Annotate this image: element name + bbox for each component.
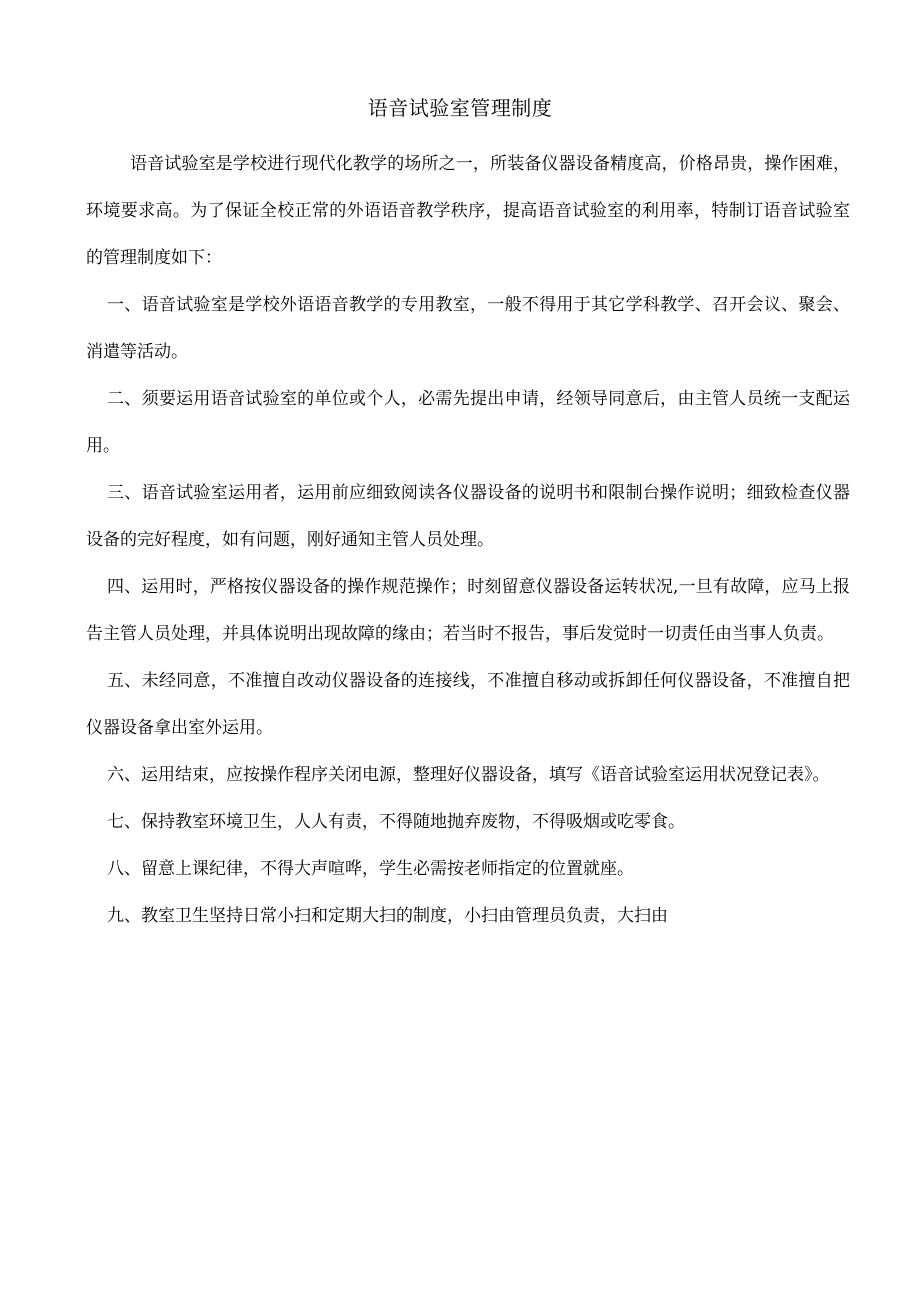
document-title: 语音试验室管理制度: [367, 96, 553, 120]
rule-paragraph-8: 八、留意上课纪律，不得大声喧哗，学生必需按老师指定的位置就座。: [107, 859, 634, 879]
rule-paragraph-1: 一、语音试验室是学校外语语音教学的专用教室，一般不得用于其它学科教学、召开会议、聚会、消遣等活动。: [86, 295, 850, 362]
rule-paragraph-4: 四、运用时，严格按仪器设备的操作规范操作；时刻留意仪器设备运转状况,一旦有故障，应马上报告主管人员处理，并具体说明出现故障的缘由；若当时不报告，事后发觉时一切责任由当事人负责。: [86, 577, 850, 644]
rule-paragraph-7: 七、保持教室环境卫生，人人有责，不得随地抛弃废物，不得吸烟或吃零食。: [107, 812, 685, 832]
document-body: [86, 141, 850, 940]
rule-paragraph-6: 六、运用结束，应按操作程序关闭电源，整理好仪器设备，填写《语音试验室运用状况登记表》。: [107, 765, 830, 785]
intro-paragraph: 语音试验室是学校进行现代化教学的场所之一，所装备仪器设备精度高，价格昂贵，操作困难，环境要求高。为了保证全校正常的外语语音教学秩序，提高语音试验室的利用率，特制订语音试验室的管理制度如下：: [86, 154, 850, 268]
rule-paragraph-3: 三、语音试验室运用者，运用前应细致阅读各仪器设备的说明书和限制台操作说明；细致检查仪器设备的完好程度，如有问题，刚好通知主管人员处理。: [86, 483, 850, 550]
rule-paragraph-5: 五、未经同意，不准擅自改动仪器设备的连接线，不准擅自移动或拆卸任何仪器设备，不准擅自把仪器设备拿出室外运用。: [86, 671, 850, 738]
rule-paragraph-2: 二、须要运用语音试验室的单位或个人，必需先提出申请，经领导同意后，由主管人员统一支配运用。: [86, 389, 850, 456]
rule-paragraph-9: 九、教室卫生坚持日常小扫和定期大扫的制度，小扫由管理员负责，大扫由: [107, 906, 668, 926]
